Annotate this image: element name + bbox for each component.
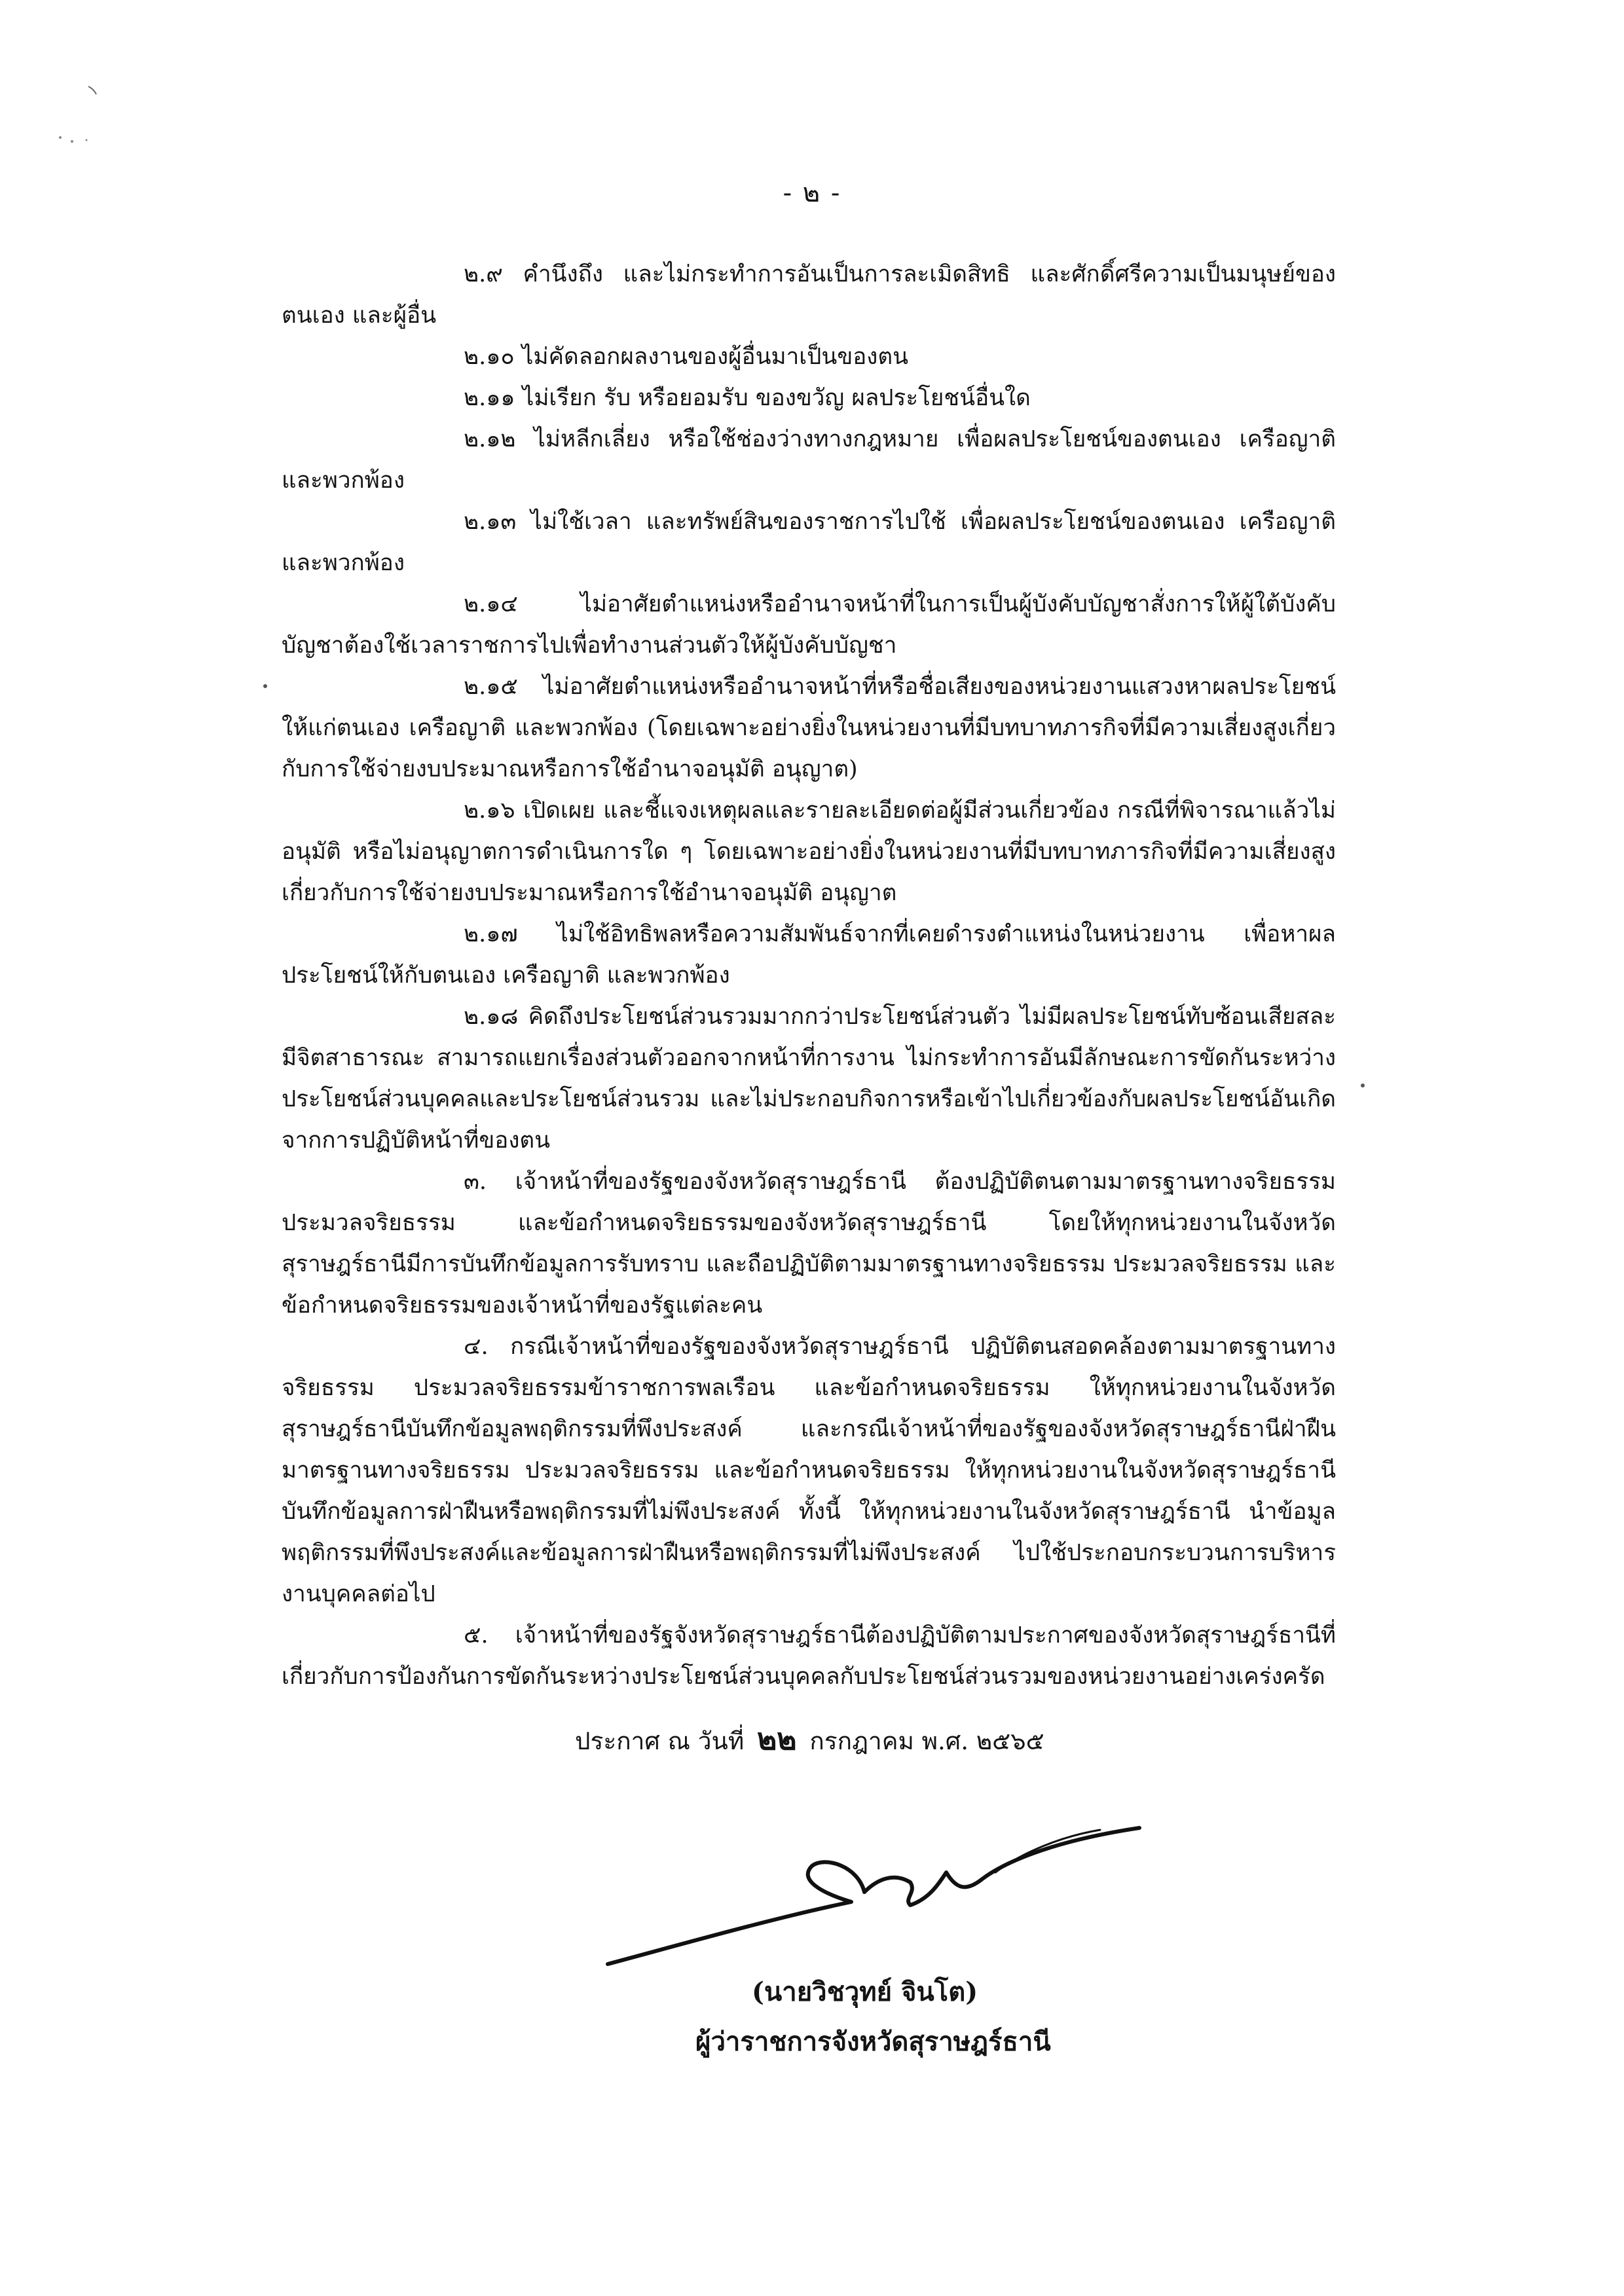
page-number: - ๒ -: [783, 178, 841, 208]
clause-2-12: ๒.๑๒ ไม่หลีกเลี่ยง หรือใช้ช่องว่างทางกฎหมาย เพื่อผลประโยชน์ของตนเอง เครือญาติ และพวกพ้อง: [282, 426, 1336, 494]
signer-name: (นายวิชวุทย์ จินโต): [752, 1977, 978, 2007]
clause-2-13: ๒.๑๓ ไม่ใช้เวลา และทรัพย์สินของราชการไปใช้ เพื่อผลประโยชน์ของตนเอง เครือญาติ และพวกพ้อง: [282, 509, 1336, 576]
signer-title: ผู้ว่าราชการจังหวัดสุราษฎร์ธานี: [695, 2026, 1051, 2057]
clause-2-14: ๒.๑๔ ไม่อาศัยตำแหน่งหรืออำนาจหน้าที่ในการเป็นผู้บังคับบัญชาสั่งการให้ผู้ใต้บังคับบัญชาต้องใช้เวลาราชการไปเพื่อทำงานส่วนตัวให้ผู้บังคับบัญชา: [282, 591, 1336, 659]
margin-speck: [263, 684, 267, 688]
clause-2-17: ๒.๑๗ ไม่ใช้อิทธิพลหรือความสัมพันธ์จากที่เคยดำรงตำแหน่งในหน่วยงาน เพื่อหาผลประโยชน์ให้กับตนเอง เครือญาติ และพวกพ้อง: [282, 921, 1336, 989]
margin-speck: [1361, 1084, 1365, 1087]
clause-2-9: ๒.๙ คำนึงถึง และไม่กระทำการอันเป็นการละเมิดสิทธิ และศักดิ์ศรีความเป็นมนุษย์ของตนเอง และผู้อื่น: [282, 261, 1336, 329]
clause-2-11: ๒.๑๑ ไม่เรียก รับ หรือยอมรับ ของขวัญ ผลประโยชน์อื่นใด: [464, 385, 1031, 411]
clause-4: ๔. กรณีเจ้าหน้าที่ของรัฐของจังหวัดสุราษฎร์ธานี ปฏิบัติตนสอดคล้องตามมาตรฐานทางจริยธรรม ประมวลจริยธรรมข้าราชการพลเรือน และข้อกำหนดจริยธรรม ให้ทุกหน่วยงานในจังหวัดสุราษฎร์ธานีบันทึกข้อมูลพฤติกรรมที่พึงประสงค์ และกรณีเจ้าหน้าที่ของรัฐของจังหวัดสุราษฎร์ธานีฝ่าฝืนมาตรฐานทางจริยธรรม ประมวลจริยธรรม และข้อกำหนดจริยธรรม ให้ทุกหน่วยงานในจังหวัดสุราษฎร์ธานี บันทึกข้อมูลการฝ่าฝืนหรือพฤติกรรมที่ไม่พึงประสงค์ ทั้งนี้ ให้ทุกหน่วยงานในจังหวัดสุราษฎร์ธานี นำข้อมูลพฤติกรรมที่พึงประสงค์และข้อมูลการฝ่าฝืนหรือพฤติกรรมที่ไม่พึงประสงค์ ไปใช้ประกอบกระบวนการบริหารงานบุคคลต่อไป: [282, 1334, 1336, 1607]
clause-2-18: ๒.๑๘ คิดถึงประโยชน์ส่วนรวมมากกว่าประโยชน์ส่วนตัว ไม่มีผลประโยชน์ทับซ้อนเสียสละ มีจิตสาธารณะ สามารถแยกเรื่องส่วนตัวออกจากหน้าที่การงาน ไม่กระทำการอันมีลักษณะการขัดกันระหว่างประโยชน์ส่วนบุคคลและประโยชน์ส่วนรวม และไม่ประกอบกิจการหรือเข้าไปเกี่ยวข้องกับผลประโยชน์อันเกิดจากการปฏิบัติหน้าที่ของตน: [282, 1004, 1336, 1154]
scan-noise-marks: [26, 39, 105, 144]
announcement-month-year: กรกฎาคม พ.ศ. ๒๕๖๕: [809, 1727, 1044, 1755]
clause-2-16: ๒.๑๖ เปิดเผย และชี้แจงเหตุผลและรายละเอียดต่อผู้มีส่วนเกี่ยวข้อง กรณีที่พิจารณาแล้วไม่อนุมัติ หรือไม่อนุญาตการดำเนินการใด ๆ โดยเฉพาะอย่างยิ่งในหน่วยงานที่มีบทบาทภารกิจที่มีความเสี่ยงสูงเกี่ยวกับการใช้จ่ายงบประมาณหรือการใช้อำนาจอนุมัติ อนุญาต: [282, 797, 1336, 906]
handwritten-signature: [602, 1768, 1153, 2003]
clause-5: ๕. เจ้าหน้าที่ของรัฐจังหวัดสุราษฎร์ธานีต้องปฏิบัติตามประกาศของจังหวัดสุราษฎร์ธานีที่เกี่ยวกับการป้องกันการขัดกันระหว่างประโยชน์ส่วนบุคคลกับประโยชน์ส่วนรวมของหน่วยงานอย่างเคร่งครัด: [282, 1622, 1336, 1690]
clause-2-10: ๒.๑๐ ไม่คัดลอกผลงานของผู้อื่นมาเป็นของตน: [464, 344, 909, 370]
announcement-prefix: ประกาศ ณ วันที่: [575, 1727, 745, 1755]
clause-2-15: ๒.๑๕ ไม่อาศัยตำแหน่งหรืออำนาจหน้าที่หรือชื่อเสียงของหน่วยงานแสวงหาผลประโยชน์ให้แก่ตนเอง เครือญาติ และพวกพ้อง (โดยเฉพาะอย่างยิ่งในหน่วยงานที่มีบทบาทภารกิจที่มีความเสี่ยงสูงเกี่ยวกับการใช้จ่ายงบประมาณหรือการใช้อำนาจอนุมัติ อนุญาต): [282, 674, 1336, 782]
clause-3: ๓. เจ้าหน้าที่ของรัฐของจังหวัดสุราษฎร์ธานี ต้องปฏิบัติตนตามมาตรฐานทางจริยธรรม ประมวลจริยธรรม และข้อกำหนดจริยธรรมของจังหวัดสุราษฎร์ธานี โดยให้ทุกหน่วยงานในจังหวัดสุราษฎร์ธานีมีการบันทึกข้อมูลการรับทราบ และถือปฏิบัติตามมาตรฐานทางจริยธรรม ประมวลจริยธรรม และข้อกำหนดจริยธรรมของเจ้าหน้าที่ของรัฐแต่ละคน: [282, 1169, 1336, 1319]
announcement-date-line: [575, 1715, 1044, 1763]
announcement-day: ๒๒: [756, 1721, 797, 1757]
document-body: [282, 254, 1336, 1698]
